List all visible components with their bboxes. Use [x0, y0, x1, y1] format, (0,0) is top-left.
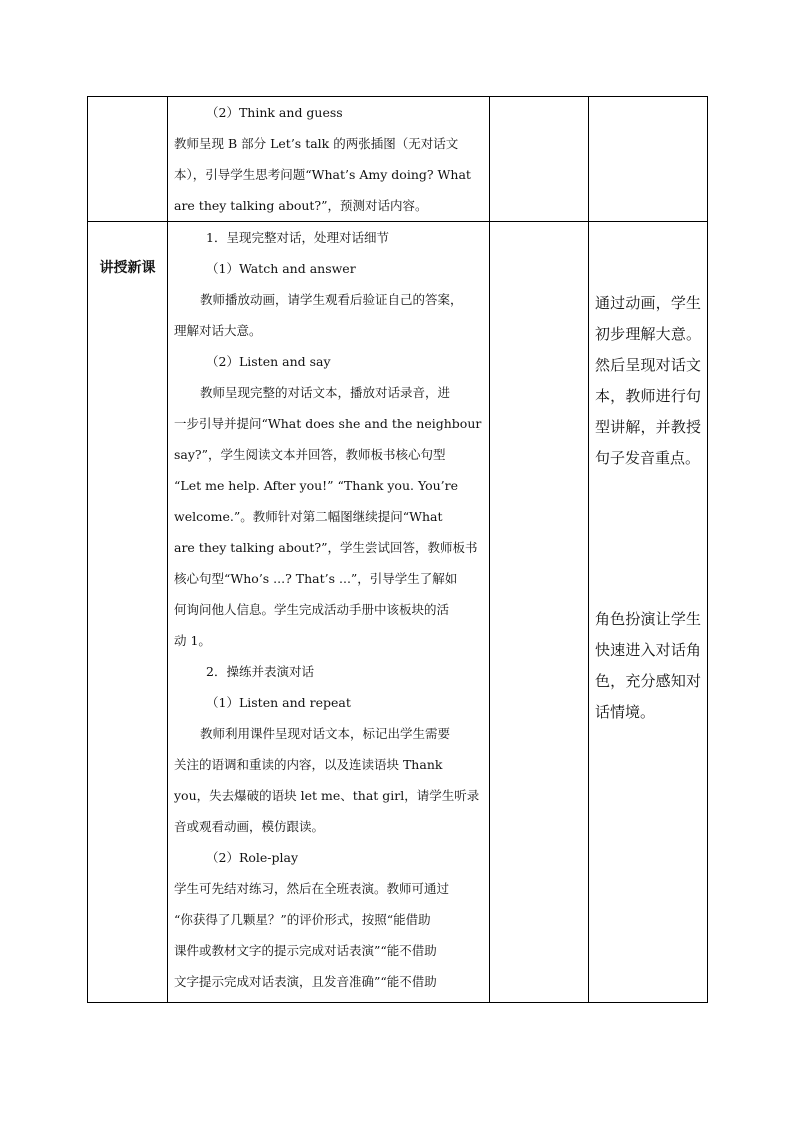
empty-cell [490, 97, 589, 222]
procedure-text: 文字提示完成对话表演，且发音准确”“能不借助 [174, 974, 437, 989]
procedure-cell [168, 97, 490, 222]
section-label: 讲授新课 [99, 260, 156, 276]
procedure-text: welcome.”。教师针对第二幅图继续提问“What [174, 509, 443, 524]
sub-step-heading: （1）Watch and answer [206, 261, 356, 276]
procedure-text: say?”，学生阅读文本并回答，教师板书核心句型 [174, 447, 446, 462]
section-label-cell [88, 222, 168, 1003]
lesson-plan-table [87, 96, 708, 1003]
empty-cell [490, 222, 589, 1003]
procedure-cell [168, 222, 490, 1003]
step-heading: （2）Think and guess [206, 105, 343, 120]
design-intent-cell [589, 97, 708, 222]
sub-step-heading: （1）Listen and repeat [206, 695, 351, 710]
step-heading: 1．呈现完整对话，处理对话细节 [206, 230, 389, 245]
procedure-text: 动 1。 [174, 633, 211, 648]
procedure-text: are they talking about?”，学生尝试回答，教师板书 [174, 540, 478, 555]
procedure-text: 课件或教材文字的提示完成对话表演”“能不借助 [174, 943, 437, 958]
procedure-text: 教师呈现 B 部分 Let’s talk 的两张插图（无对话文 [174, 136, 459, 151]
sub-step-heading: （2）Role-play [206, 850, 299, 865]
step-heading: 2．操练并表演对话 [206, 664, 314, 679]
table-row [88, 97, 708, 222]
procedure-text: you，失去爆破的语块 let me、that girl，请学生听录 [174, 788, 480, 803]
procedure-text: 一步引导并提问“What does she and the neighbour [174, 416, 482, 431]
procedure-text: 教师播放动画，请学生观看后验证自己的答案， [200, 292, 463, 307]
procedure-text: 何询问他人信息。学生完成活动手册中该板块的活 [174, 602, 450, 617]
procedure-text: 理解对话大意。 [174, 323, 262, 338]
procedure-text: “你获得了几颗星？”的评价形式，按照“能借助 [174, 912, 431, 927]
procedure-text: 教师呈现完整的对话文本，播放对话录音，进 [200, 385, 451, 400]
procedure-text: 关注的语调和重读的内容，以及连读语块 Thank [174, 757, 443, 772]
procedure-text: 核心句型“Who’s ...? That’s ...”，引导学生了解如 [174, 571, 458, 586]
design-intent-note: 通过动画，学生初步理解大意。然后呈现对话文本，教师进行句型讲解，并教授句子发音重点。 [595, 294, 701, 467]
procedure-text: 本），引导学生思考问题“What’s Amy doing? What [174, 167, 471, 182]
procedure-text: 教师利用课件呈现对话文本，标记出学生需要 [200, 726, 451, 741]
design-intent-cell [589, 222, 708, 1003]
section-label-cell [88, 97, 168, 222]
procedure-text: 学生可先结对练习，然后在全班表演。教师可通过 [174, 881, 450, 896]
table-row [88, 222, 708, 1003]
procedure-text: are they talking about?”，预测对话内容。 [174, 198, 428, 213]
sub-step-heading: （2）Listen and say [206, 354, 331, 369]
procedure-text: “Let me help. After you!” “Thank you. You’re [174, 478, 459, 493]
design-intent-note: 角色扮演让学生快速进入对话角色，充分感知对话情境。 [595, 610, 701, 721]
procedure-text: 音或观看动画，模仿跟读。 [174, 819, 325, 834]
